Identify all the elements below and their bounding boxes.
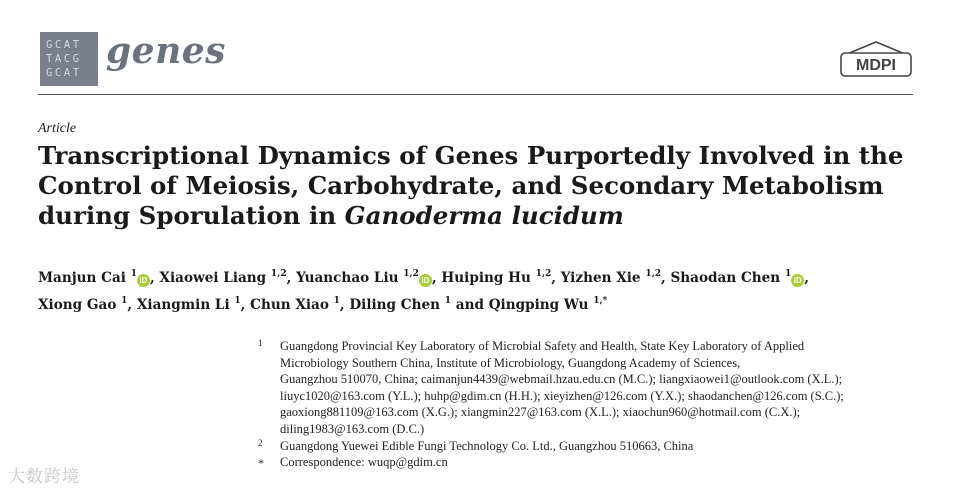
- affiliation-line: liuyc1020@163.com (Y.L.); huhp@gdim.cn (H.H.); xieyizhen@126.com (Y.X.); shaodanchen@126.com (S.C.);: [280, 388, 844, 403]
- affiliation-line: Correspondence: wuqp@gdim.cn: [280, 455, 448, 470]
- affiliation-item: [258, 338, 938, 438]
- author-separator: ,: [339, 297, 350, 313]
- orcid-icon[interactable]: iD: [137, 274, 150, 287]
- author-separator: ,: [804, 270, 809, 286]
- author-separator: ,: [660, 270, 671, 286]
- author-name[interactable]: Shaodan Chen: [670, 270, 781, 286]
- affiliation-item: [258, 438, 938, 455]
- logo-line-3: GCAT: [46, 67, 82, 79]
- author-name[interactable]: Yuanchao Liu: [296, 270, 399, 286]
- affiliation-line: gaoxiong881109@163.com (X.G.); xiangmin227@163.com (X.L.); xiaochun960@hotmail.com (C.X.);: [280, 405, 801, 420]
- publisher-name: MDPI: [856, 57, 896, 74]
- article-type: Article: [38, 121, 77, 136]
- author-affiliation-mark: 1,2: [403, 269, 419, 279]
- author-affiliation-mark: 1: [130, 269, 137, 279]
- author-affiliation-mark: 1: [121, 296, 128, 306]
- author-separator: ,: [431, 270, 442, 286]
- author-name[interactable]: Manjun Cai: [38, 270, 126, 286]
- affiliation-item: [258, 454, 938, 471]
- author-affiliation-mark: 1: [444, 296, 452, 306]
- affiliation-line: Guangdong Provincial Key Laboratory of Microbial Safety and Health, State Key Laboratory of Applied: [280, 339, 805, 353]
- author-affiliation-mark: 1: [234, 296, 241, 306]
- journal-name: genes: [106, 30, 226, 72]
- author-name[interactable]: Xiangmin Li: [136, 297, 230, 313]
- affiliation-mark: 1: [258, 338, 263, 348]
- journal-logo: [40, 32, 98, 86]
- author-separator: ,: [551, 270, 561, 286]
- affiliations: [258, 338, 938, 471]
- author-name[interactable]: Diling Chen: [349, 297, 441, 313]
- header-divider: [38, 94, 913, 95]
- logo-line-2: TACG: [46, 53, 82, 65]
- title-text: Transcriptional Dynamics of Genes Purportedly Involved in the Control of Meiosis, Carbohydrate, and Secondary Metabolism during Sporulation in: [38, 141, 904, 230]
- author-affiliation-mark: 1,2: [535, 269, 552, 279]
- logo-line-1: GCAT: [46, 39, 82, 51]
- author-affiliation-mark: 1: [784, 269, 792, 279]
- affiliation-line: diling1983@163.com (D.C.): [280, 421, 425, 436]
- author-separator: ,: [127, 297, 137, 313]
- author-separator: and: [451, 297, 489, 313]
- orcid-icon[interactable]: iD: [791, 274, 804, 287]
- affiliation-mark: *: [258, 456, 264, 471]
- affiliation-line: Guangzhou 510070, China; caimanjun4439@webmail.hzau.edu.cn (M.C.); liangxiaowei1@outlook.com (X.L.);: [280, 372, 843, 387]
- publisher-logo: [839, 40, 913, 78]
- affiliation-line: Microbiology Southern China, Institute of Microbiology, Guangdong Academy of Sciences,: [280, 355, 741, 370]
- author-separator: ,: [149, 270, 160, 286]
- author-name[interactable]: Chun Xiao: [250, 297, 329, 313]
- author-name[interactable]: Huiping Hu: [441, 270, 531, 286]
- author-affiliation-mark: 1,2: [645, 269, 661, 279]
- author-separator: ,: [240, 297, 251, 313]
- author-name[interactable]: Yizhen Xie: [560, 270, 641, 286]
- author-name[interactable]: Xiong Gao: [38, 297, 117, 313]
- author-name[interactable]: Qingping Wu: [488, 297, 589, 313]
- author-affiliation-mark: 1,2: [270, 269, 287, 279]
- watermark: 大数跨境: [8, 467, 80, 487]
- author-name[interactable]: Xiaowei Liang: [159, 270, 267, 286]
- author-separator: ,: [286, 270, 297, 286]
- author-list: [38, 263, 938, 317]
- affiliation-line: Guangdong Yuewei Edible Fungi Technology Co. Ltd., Guangzhou 510663, China: [280, 438, 694, 453]
- orcid-icon[interactable]: iD: [419, 274, 432, 287]
- author-affiliation-mark: 1: [333, 296, 340, 306]
- affiliation-mark: 2: [258, 437, 263, 448]
- article-title: [38, 141, 933, 231]
- title-species: Ganoderma lucidum: [344, 201, 624, 230]
- author-affiliation-mark: 1,*: [593, 296, 608, 306]
